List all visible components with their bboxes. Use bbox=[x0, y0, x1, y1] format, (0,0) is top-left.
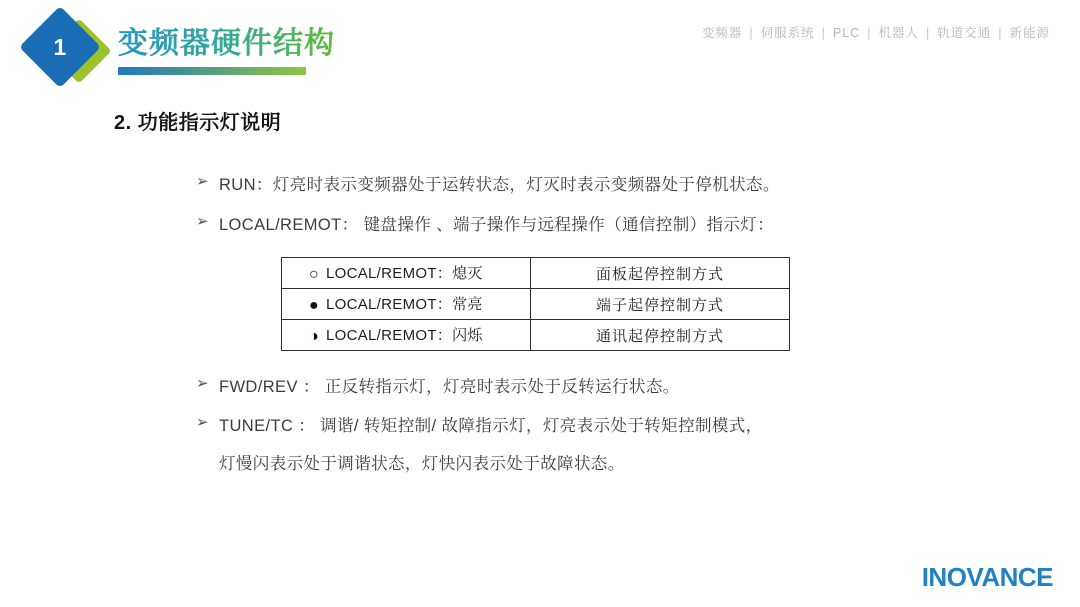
section-heading: 2. 功能指示灯说明 bbox=[114, 112, 282, 134]
arrow-bullet-icon: ➢ bbox=[196, 173, 209, 190]
breadcrumb-item: 变频器 bbox=[701, 26, 743, 40]
title-underline-bar bbox=[118, 67, 306, 75]
table-row bbox=[282, 320, 790, 351]
breadcrumb-separator: | bbox=[749, 26, 754, 40]
chapter-number: 1 bbox=[53, 33, 67, 60]
breadcrumb-item: 新能源 bbox=[1009, 26, 1050, 40]
breadcrumb-item: 机器人 bbox=[878, 26, 919, 40]
bullet-fwd-rev-text: FWD/REV ： 正反转指示灯，灯亮时表示处于反转运行状态。 bbox=[218, 378, 680, 396]
bullet-tune-tc-text-line2: 灯慢闪表示处于调谐状态，灯快闪表示处于故障状态。 bbox=[219, 455, 625, 473]
control-mode-cell: 端子起停控制方式 bbox=[531, 289, 790, 320]
control-mode-cell: 通讯起停控制方式 bbox=[531, 320, 790, 351]
table-row bbox=[282, 258, 790, 289]
breadcrumb-item: 轨道交通 bbox=[937, 26, 992, 40]
led-state-label: LOCAL/REMOT：熄灭 bbox=[325, 265, 483, 282]
led-status-table bbox=[281, 257, 790, 351]
led-state-cell bbox=[282, 320, 531, 351]
bullet-run-text: RUN：灯亮时表示变频器处于运转状态，灯灭时表示变频器处于停机状态。 bbox=[218, 176, 780, 194]
led-state-cell bbox=[282, 289, 531, 320]
control-mode-cell: 面板起停控制方式 bbox=[531, 258, 790, 289]
arrow-bullet-icon: ➢ bbox=[196, 375, 209, 392]
led-blink-icon: ◑ bbox=[309, 328, 319, 345]
breadcrumb-separator: | bbox=[867, 26, 872, 40]
slide-title-block bbox=[118, 27, 335, 75]
bullet-run bbox=[196, 171, 780, 195]
bullet-local-remot bbox=[196, 211, 774, 235]
slide-title: 变频器硬件结构 bbox=[118, 27, 335, 60]
breadcrumb-separator: | bbox=[925, 26, 931, 40]
table-row bbox=[282, 289, 790, 320]
inovance-logo: INOVANCE bbox=[921, 562, 1053, 592]
led-on-icon: ● bbox=[309, 297, 319, 314]
breadcrumb-item: PLC bbox=[832, 26, 861, 40]
led-state-label: LOCAL/REMOT：闪烁 bbox=[325, 327, 483, 344]
arrow-bullet-icon: ➢ bbox=[196, 213, 209, 230]
breadcrumb-separator: | bbox=[821, 26, 826, 40]
bullet-tune-tc bbox=[196, 412, 763, 436]
bullet-fwd-rev bbox=[196, 373, 680, 397]
bullet-tune-tc-text: TUNE/TC ： 调谐/ 转矩控制/ 故障指示灯，灯亮表示处于转矩控制模式， bbox=[218, 417, 763, 435]
breadcrumb-item: 伺服系统 bbox=[760, 26, 815, 40]
led-state-cell bbox=[282, 258, 531, 289]
arrow-bullet-icon: ➢ bbox=[196, 414, 209, 431]
led-off-icon: ○ bbox=[309, 266, 319, 283]
breadcrumb-separator: | bbox=[998, 26, 1003, 40]
product-line-breadcrumb bbox=[702, 23, 1050, 41]
blue-diamond-shape bbox=[19, 6, 101, 88]
led-state-label: LOCAL/REMOT：常亮 bbox=[325, 296, 483, 313]
bullet-local-remot-text: LOCAL/REMOT： 键盘操作 、端子操作与远程操作（通信控制）指示灯： bbox=[218, 216, 775, 234]
